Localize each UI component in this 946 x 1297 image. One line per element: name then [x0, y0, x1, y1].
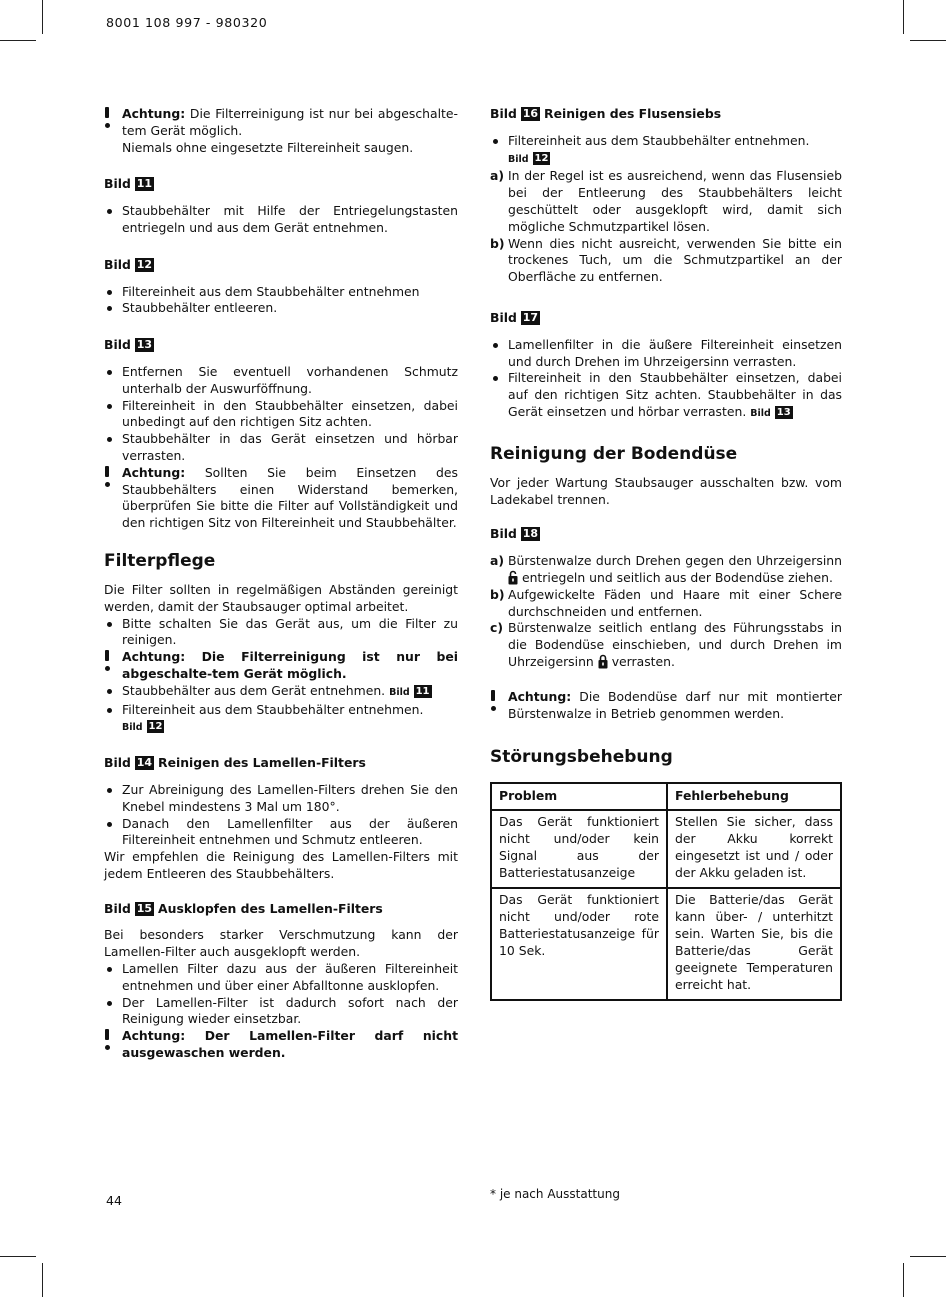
list-item: Filtereinheit aus dem Staubbehälter entnehmen. Bild 12 [104, 702, 458, 738]
paragraph: Vor jeder Wartung Staubsauger ausschalten bzw. vom Ladekabel trennen. [490, 474, 842, 507]
crop-mark [910, 1256, 946, 1257]
warning-icon [104, 107, 110, 128]
warning-brush-roll: Achtung: Die Bodendüse darf nur mit montierter Bürstenwalze in Betrieb genommen werden. [490, 689, 842, 723]
footnote: * je nach Ausstattung [490, 1187, 620, 1201]
figure-heading-13: Bild 13 [104, 337, 153, 353]
list-item: Zur Abreinigung des Lamellen-Filters drehen Sie den Knebel mindestens 3 Mal um 180°. [104, 782, 458, 816]
warning-filter-off: Achtung: Die Filterreinigung ist nur bei abgeschalte-tem Gerät möglich. [104, 649, 458, 683]
lock-icon [508, 570, 518, 585]
crop-mark [42, 0, 43, 34]
warning-resistance: Achtung: Sollten Sie beim Einsetzen des Staubbehälters einen Widerstand bemerken, überprüfen Sie bitte die Filter auf Vollständigkeit und den richtigen Sitz von Filtereinheit und Staubbehälter. [104, 465, 458, 532]
list-item: Lamellen Filter dazu aus der äußeren Filtereinheit entnehmen und über einer Abfalltonne ausklopfen. [104, 961, 458, 995]
warning-icon [104, 466, 110, 487]
crop-mark [903, 0, 904, 34]
figure-heading-18: Bild 18 [490, 526, 539, 542]
troubleshooting-table [490, 782, 842, 1001]
section-title-stoerung: Störungsbehebung [490, 747, 673, 768]
crop-mark [42, 1263, 43, 1297]
figure-heading-17: Bild 17 [490, 309, 539, 325]
step-a: a) In der Regel ist es ausreichend, wenn das Flusensieb bei der Entleerung des Staubbehälters leicht geschüttelt oder ausgeklopft wird, damit sich mögliche Schmutzpartikel lösen. [490, 168, 842, 234]
paragraph: Wir empfehlen die Reinigung des Lamellen-Filters mit jedem Entleeren des Staubbehälters. [104, 849, 458, 881]
warning-no-wash: Achtung: Der Lamellen-Filter darf nicht ausgewaschen werden. [104, 1028, 458, 1062]
crop-mark [903, 1263, 904, 1297]
table-header: Problem [491, 783, 667, 810]
figure-heading-12: Bild 12 [104, 256, 153, 272]
warning-icon [104, 1029, 110, 1050]
document-number: 8001 108 997 - 980320 [106, 15, 268, 30]
list-item: Filtereinheit in den Staubbehälter einsetzen, dabei auf den richtigen Sitz achten. Staubbehälter in das Gerät einsetzen und hörbar verrasten. Bild 13 [490, 370, 842, 422]
paragraph: Bei besonders starker Verschmutzung kann der Lamellen-Filter auch ausgeklopft werden. [104, 927, 458, 960]
left-column [104, 106, 458, 1062]
step-b: b) Aufgewickelte Fäden und Haare mit einer Schere durchschneiden und entfernen. [490, 586, 842, 619]
figure-heading-14: Bild 14 Reinigen des Lamellen-Filters [104, 755, 366, 771]
section-title-filterpflege: Filterpflege [104, 550, 216, 571]
figure-heading-11: Bild 11 [104, 176, 153, 192]
list-item: Danach den Lamellenfilter aus der äußeren Filtereinheit entnehmen und Schmutz entleeren. [104, 816, 458, 850]
page-number: 44 [106, 1193, 123, 1208]
paragraph: Die Filter sollten in regelmäßigen Abständen gereinigt werden, damit der Staubsauger optimal arbeitet. [104, 581, 458, 614]
warning-icon [490, 690, 496, 711]
list-item: Filtereinheit in den Staubbehälter einsetzen, dabei unbedingt auf den richtigen Sitz achten. [104, 398, 458, 432]
table-cell: Stellen Sie sicher, dass der Akku korrekt eingesetzt ist und / oder der Akku geladen ist. [667, 810, 841, 888]
table-cell: Das Gerät funktioniert nicht und/oder rote Batteriestatusanzeige für 10 Sek. [491, 888, 667, 1000]
section-title-bodenduese: Reinigung der Bodendüse [490, 443, 738, 464]
warning-filter-cleaning: Achtung: Die Filterreinigung ist nur bei abgeschalte-tem Gerät möglich. [104, 106, 458, 140]
table-header: Fehlerbehebung [667, 783, 841, 810]
right-column [490, 106, 842, 1001]
crop-mark [0, 40, 36, 41]
list-item: Lamellenfilter in die äußere Filtereinheit einsetzen und durch Drehen im Uhrzeigersinn verrasten. [490, 337, 842, 371]
list-item: Staubbehälter entleeren. [104, 300, 458, 317]
list-item: Entfernen Sie eventuell vorhandenen Schmutz unterhalb der Auswurföffnung. [104, 364, 458, 398]
table-row [491, 810, 841, 888]
list-item: Filtereinheit aus dem Staubbehälter entnehmen. Bild 12 [490, 133, 842, 169]
warning-extra: Niemals ohne eingesetzte Filtereinheit saugen. [122, 139, 414, 155]
warning-icon [104, 650, 110, 671]
step-b: b) Wenn dies nicht ausreicht, verwenden Sie bitte ein trockenes Tuch, um die Schmutzpartikel an der Oberfläche zu entfernen. [490, 235, 842, 285]
step-a: a) Bürstenwalze durch Drehen gegen den Uhrzeigersinn entriegeln und seitlich aus der Bodendüse ziehen. [490, 553, 842, 585]
list-item: Der Lamellen-Filter ist dadurch sofort nach der Reinigung wieder einsetzbar. [104, 995, 458, 1029]
lock-closed-icon [598, 654, 608, 669]
table-row [491, 888, 841, 1000]
list-item: Bitte schalten Sie das Gerät aus, um die Filter zu reinigen. [104, 616, 458, 650]
list-item: Staubbehälter aus dem Gerät entnehmen. Bild 11 [104, 683, 458, 702]
crop-mark [910, 40, 946, 41]
step-c: c) Bürstenwalze seitlich entlang des Führungsstabs in die Bodendüse einschieben, und durch Drehen im Uhrzeigersinn verrasten. [490, 620, 842, 669]
list-item: Staubbehälter mit Hilfe der Entriegelungstasten entriegeln und aus dem Gerät entnehmen. [104, 203, 458, 237]
crop-mark [0, 1256, 36, 1257]
figure-heading-16: Bild 16 Reinigen des Flusensiebs [490, 106, 722, 121]
list-item: Filtereinheit aus dem Staubbehälter entnehmen [104, 284, 458, 301]
table-cell: Das Gerät funktioniert nicht und/oder kein Signal aus der Batteriestatusanzeige [491, 810, 667, 888]
table-cell: Die Batterie/das Gerät kann über- / unterhitzt sein. Warten Sie, bis die Batterie/das Gerät geeignete Temperaturen erreicht hat. [667, 888, 841, 1000]
figure-heading-15: Bild 15 Ausklopfen des Lamellen-Filters [104, 900, 383, 916]
list-item: Staubbehälter in das Gerät einsetzen und hörbar verrasten. [104, 431, 458, 465]
